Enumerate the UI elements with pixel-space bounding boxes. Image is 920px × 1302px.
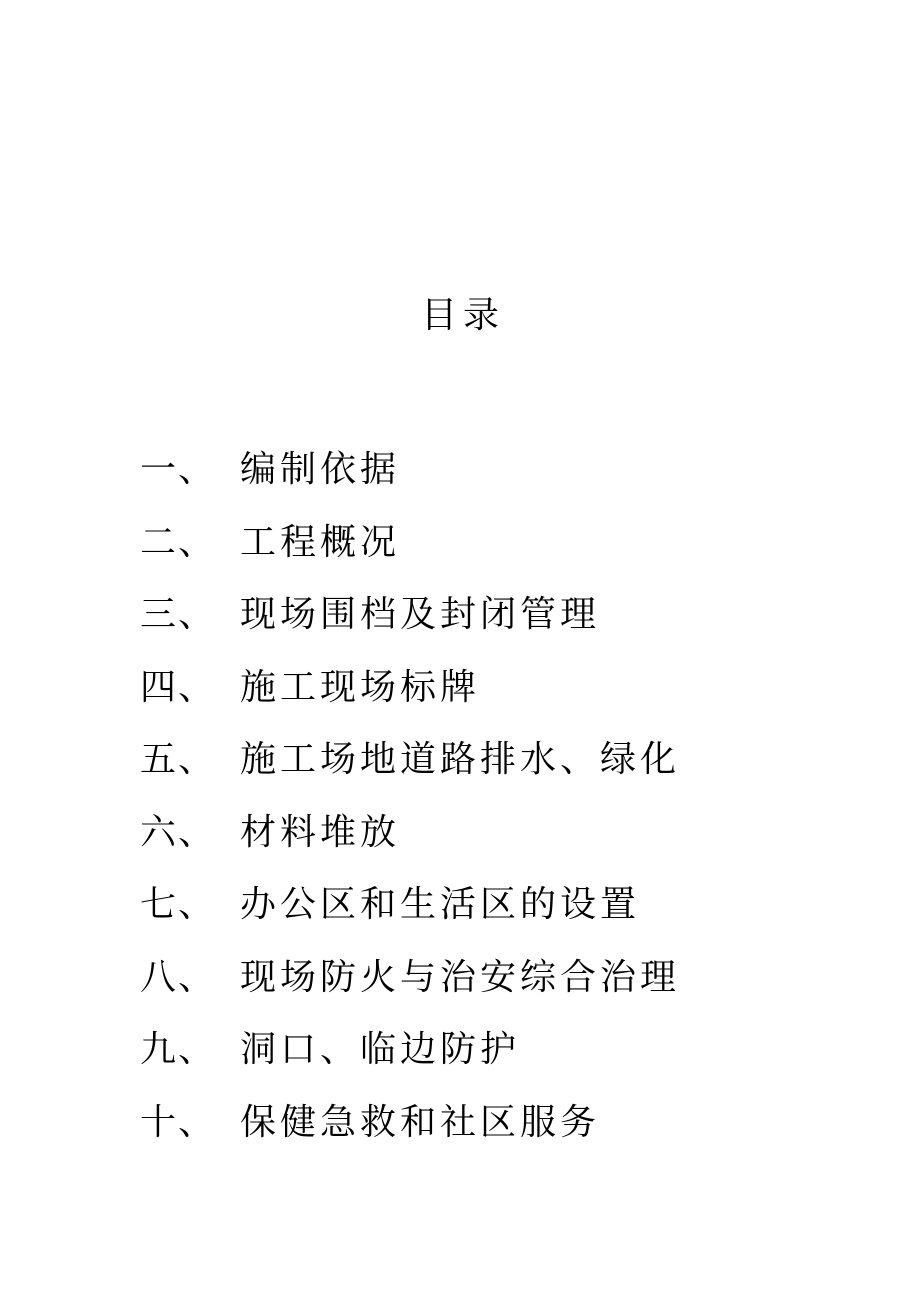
toc-item-number: 八、 xyxy=(140,956,217,998)
toc-item-text: 工程概况 xyxy=(240,521,401,563)
toc-item-text: 现场围档及封闭管理 xyxy=(240,594,601,636)
toc-item-number: 六、 xyxy=(140,811,217,853)
toc-item-number: 四、 xyxy=(140,666,217,708)
toc-item xyxy=(140,579,840,652)
toc-item xyxy=(140,1014,840,1087)
toc-item-number: 三、 xyxy=(140,594,217,636)
toc-item-text: 办公区和生活区的设置 xyxy=(240,884,641,926)
toc-item-text: 洞口、临边防护 xyxy=(240,1029,521,1071)
toc-item xyxy=(140,942,840,1015)
toc-item-number: 五、 xyxy=(140,739,217,781)
toc-item-text: 施工场地道路排水、绿化 xyxy=(240,739,681,781)
toc-item xyxy=(140,1087,840,1160)
toc-item xyxy=(140,797,840,870)
toc-item-number: 十、 xyxy=(140,1101,217,1143)
toc-item-text: 施工现场标牌 xyxy=(240,666,481,708)
toc-item-text: 现场防火与治安综合治理 xyxy=(240,956,681,998)
toc-item xyxy=(140,869,840,942)
toc-item-number: 一、 xyxy=(140,449,217,491)
toc-item xyxy=(140,507,840,580)
toc-list xyxy=(140,434,840,1159)
toc-item-text: 保健急救和社区服务 xyxy=(240,1101,601,1143)
toc-item xyxy=(140,724,840,797)
toc-item-number: 七、 xyxy=(140,884,217,926)
toc-item-text: 编制依据 xyxy=(240,449,401,491)
toc-item-number: 九、 xyxy=(140,1029,217,1071)
toc-title: 目录 xyxy=(420,295,505,336)
toc-item-text: 材料堆放 xyxy=(240,811,401,853)
toc-item xyxy=(140,434,840,507)
toc-item-number: 二、 xyxy=(140,521,217,563)
toc-item xyxy=(140,652,840,725)
